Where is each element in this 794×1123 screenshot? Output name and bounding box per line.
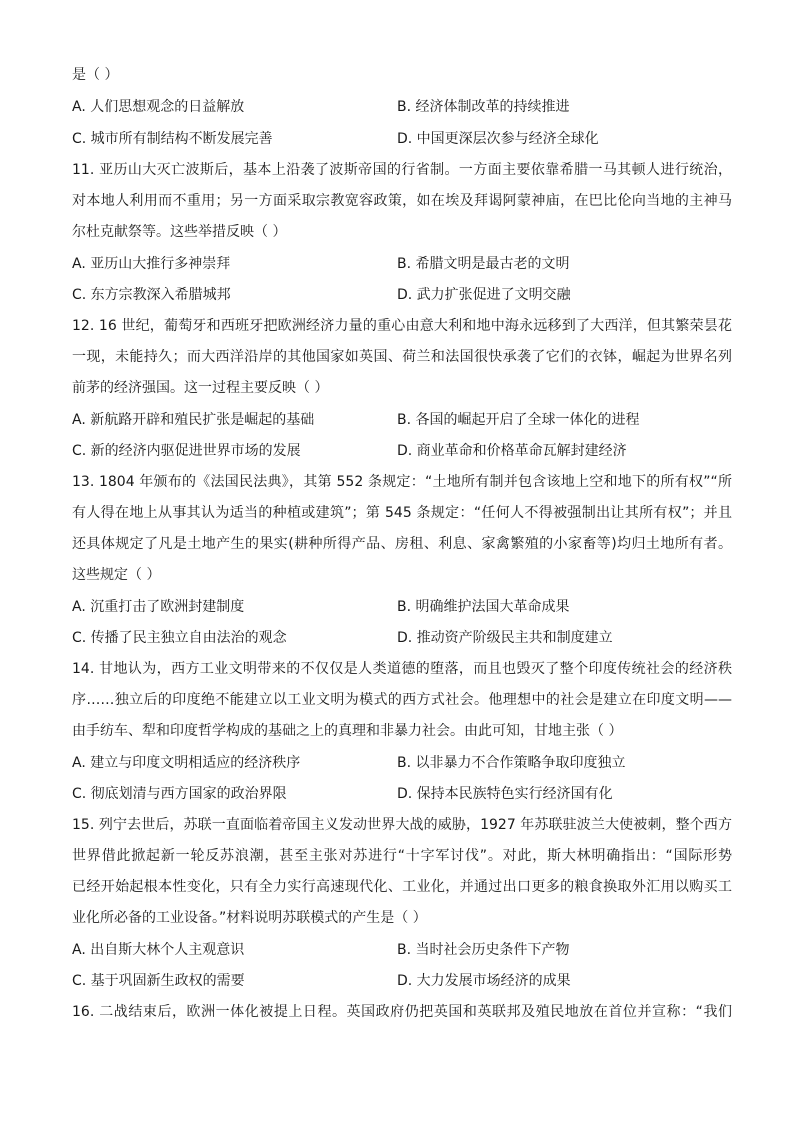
q10-option-c: C. 城市所有制结构不断发展完善 xyxy=(72,131,273,147)
q11-option-a: A. 亚历山大推行多神崇拜 xyxy=(72,256,231,272)
q10-option-d: D. 中国更深层次参与经济全球化 xyxy=(397,131,599,147)
q14-option-d: D. 保持本民族特色实行经济国有化 xyxy=(397,786,613,802)
q15-option-d: D. 大力发展市场经济的成果 xyxy=(397,973,571,989)
q12-option-a: A. 新航路开辟和殖民扩张是崛起的基础 xyxy=(72,412,315,428)
q13-stem-line-4: 这些规定（ ） xyxy=(72,567,161,583)
q11-stem-line-3: 尔杜克献祭等。这些举措反映（ ） xyxy=(72,224,287,240)
q10-option-b: B. 经济体制改革的持续推进 xyxy=(397,99,570,115)
q15-stem-line-1: 15. 列宁去世后，苏联一直面临着帝国主义发动世界大战的威胁，1927 年苏联驻波兰大使被刺，整个西方 xyxy=(72,817,732,833)
q11-option-d: D. 武力扩张促进了文明交融 xyxy=(397,287,571,303)
q12-stem-line-1: 12. 16 世纪，葡萄牙和西班牙把欧洲经济力量的重心由意大利和地中海永远移到了大西洋，但其繁荣昙花 xyxy=(72,318,732,334)
q11-stem-line-2: 对本地人利用而不重用；另一方面采取宗教宽容政策，如在埃及拜谒阿蒙神庙，在巴比伦向当地的主神马 xyxy=(72,193,732,209)
q15-stem-line-3: 已经开始起根本性变化，只有全力实行高速现代化、工业化，并通过出口更多的粮食换取外汇用以购买工 xyxy=(72,879,732,895)
q15-stem-line-2: 世界借此掀起新一轮反苏浪潮，甚至主张对苏进行“十字军讨伐”。对此，斯大林明确指出：“国际形势 xyxy=(72,848,732,864)
q15-option-c: C. 基于巩固新生政权的需要 xyxy=(72,973,245,989)
q14-option-c: C. 彻底划清与西方国家的政治界限 xyxy=(72,786,287,802)
q13-option-a: A. 沉重打击了欧洲封建制度 xyxy=(72,599,245,615)
q14-option-b: B. 以非暴力不合作策略争取印度独立 xyxy=(397,755,626,771)
q12-option-d: D. 商业革命和价格革命瓦解封建经济 xyxy=(397,443,627,459)
q13-stem-line-1: 13. 1804 年颁布的《法国民法典》，其第 552 条规定：“土地所有制并包含该地上空和地下的所有权”“所 xyxy=(72,474,732,490)
q14-stem-line-1: 14. 甘地认为，西方工业文明带来的不仅仅是人类道德的堕落，而且也毁灭了整个印度传统社会的经济秩 xyxy=(72,661,732,677)
q14-stem-line-3: 由手纺车、犁和印度哲学构成的基础之上的真理和非暴力社会。由此可知，甘地主张（ ） xyxy=(72,723,623,739)
q13-stem-line-2: 有人得在地上从事其认为适当的种植或建筑”；第 545 条规定：“任何人不得被强制出让其所有权”；并且 xyxy=(72,505,732,521)
q15-option-a: A. 出自斯大林个人主观意识 xyxy=(72,942,245,958)
q14-stem-line-2: 序……独立后的印度绝不能建立以工业文明为模式的西方式社会。他理想中的社会是建立在印度文明—— xyxy=(72,692,732,708)
q12-stem-line-2: 一现，未能持久；而大西洋沿岸的其他国家如英国、荷兰和法国很快承袭了它们的衣钵，崛起为世界名列 xyxy=(72,349,732,365)
q14-option-a: A. 建立与印度文明相适应的经济秩序 xyxy=(72,755,301,771)
q13-option-b: B. 明确维护法国大革命成果 xyxy=(397,599,570,615)
q11-stem-line-1: 11. 亚历山大灭亡波斯后，基本上沿袭了波斯帝国的行省制。一方面主要依靠希腊一马其顿人进行统治， xyxy=(72,162,732,178)
q15-option-b: B. 当时社会历史条件下产物 xyxy=(397,942,570,958)
q16-stem-line-1: 16. 二战结束后，欧洲一体化被提上日程。英国政府仍把英国和英联邦及殖民地放在首位并宣称：“我们 xyxy=(72,1004,732,1020)
q12-option-b: B. 各国的崛起开启了全球一体化的进程 xyxy=(397,412,640,428)
q10-option-a: A. 人们思想观念的日益解放 xyxy=(72,99,245,115)
q12-stem-line-3: 前茅的经济强国。这一过程主要反映（ ） xyxy=(72,380,329,396)
q10-stem-tail: 是（ ） xyxy=(72,67,119,83)
q13-option-c: C. 传播了民主独立自由法治的观念 xyxy=(72,630,287,646)
q15-stem-line-4: 业化所必备的工业设备。”材料说明苏联模式的产生是（ ） xyxy=(72,910,427,926)
q11-option-b: B. 希腊文明是最古老的文明 xyxy=(397,256,570,272)
q13-option-d: D. 推动资产阶级民主共和制度建立 xyxy=(397,630,613,646)
q12-option-c: C. 新的经济内驱促进世界市场的发展 xyxy=(72,443,301,459)
q13-stem-line-3: 还具体规定了凡是土地产生的果实(耕种所得产品、房租、利息、家禽繁殖的小家畜等)均归土地所有者。 xyxy=(72,536,732,552)
q11-option-c: C. 东方宗教深入希腊城邦 xyxy=(72,287,231,303)
